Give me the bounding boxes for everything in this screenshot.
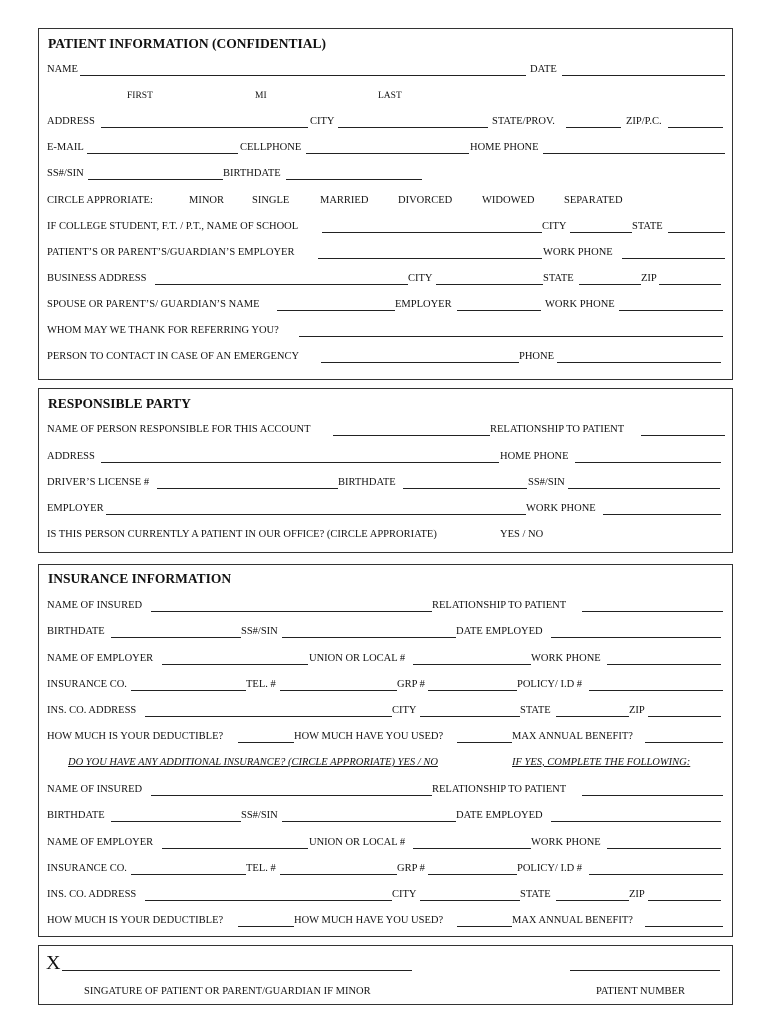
field-label: INS. CO. ADDRESS xyxy=(47,889,137,900)
field-label: SS#/SIN xyxy=(241,810,278,821)
insurance-co-input-2[interactable] xyxy=(131,874,246,875)
signature-label: SINGATURE OF PATIENT OR PARENT/GUARDIAN IF MINOR xyxy=(84,986,371,997)
name-input[interactable] xyxy=(80,75,526,76)
insured-work-phone-input-2[interactable] xyxy=(607,848,721,849)
field-label: MAX ANNUAL BENEFIT? xyxy=(512,731,633,742)
field-label: IS THIS PERSON CURRENTLY A PATIENT IN OUR OFFICE? (CIRCLE APPRORIATE) xyxy=(47,529,437,540)
insured-name-input-2[interactable] xyxy=(151,795,432,796)
max-benefit-input[interactable] xyxy=(645,742,723,743)
policy-input[interactable] xyxy=(589,690,723,691)
field-label: UNION OR LOCAL # xyxy=(309,837,406,848)
field-label: BIRTHDATE xyxy=(47,810,105,821)
insured-birthdate-input[interactable] xyxy=(111,637,241,638)
field-label: HOW MUCH HAVE YOU USED? xyxy=(294,915,444,926)
field-label: STATE/PROV. xyxy=(492,116,555,127)
additional-insurance-question: DO YOU HAVE ANY ADDITIONAL INSURANCE? (CIRCLE APPRORIATE) YES / NO xyxy=(68,757,438,768)
option-married[interactable]: MARRIED xyxy=(320,195,369,206)
field-label: INSURANCE CO. xyxy=(47,863,127,874)
field-label: ZIP/P.C. xyxy=(626,116,662,127)
field-label: WORK PHONE xyxy=(531,837,601,848)
field-label: ZIP xyxy=(629,889,645,900)
section-title: PATIENT INFORMATION (CONFIDENTIAL) xyxy=(48,36,327,51)
option-separated[interactable]: SEPARATED xyxy=(564,195,623,206)
deductible-input-2[interactable] xyxy=(238,926,294,927)
union-input-2[interactable] xyxy=(413,848,531,849)
referral-input[interactable] xyxy=(299,336,723,337)
home-phone-input[interactable] xyxy=(543,153,725,154)
patient-number-input[interactable] xyxy=(570,970,720,971)
insurance-co-input[interactable] xyxy=(131,690,246,691)
field-label: ADDRESS xyxy=(47,451,95,462)
responsible-employer-input[interactable] xyxy=(106,514,526,515)
field-label: DATE EMPLOYED xyxy=(456,810,543,821)
field-label: DRIVER’S LICENSE # xyxy=(47,477,150,488)
ins-city-input-2[interactable] xyxy=(420,900,520,901)
address-input[interactable] xyxy=(101,127,308,128)
birthdate-input[interactable] xyxy=(286,179,422,180)
business-address-input[interactable] xyxy=(155,284,408,285)
work-phone-input[interactable] xyxy=(622,258,725,259)
insurance-tel-input-2[interactable] xyxy=(280,874,397,875)
used-input[interactable] xyxy=(457,742,512,743)
field-label: CITY xyxy=(392,889,417,900)
responsible-address-input[interactable] xyxy=(101,462,499,463)
policy-input-2[interactable] xyxy=(589,874,723,875)
ins-state-input[interactable] xyxy=(556,716,629,717)
emergency-contact-input[interactable] xyxy=(321,362,519,363)
field-label: INS. CO. ADDRESS xyxy=(47,705,137,716)
cellphone-input[interactable] xyxy=(306,153,469,154)
field-label: RELATIONSHIP TO PATIENT xyxy=(432,784,567,795)
field-label: NAME OF EMPLOYER xyxy=(47,837,154,848)
school-input[interactable] xyxy=(322,232,542,233)
ins-city-input[interactable] xyxy=(420,716,520,717)
option-divorced[interactable]: DIVORCED xyxy=(398,195,453,206)
school-city-input[interactable] xyxy=(570,232,632,233)
insured-relationship-input-2[interactable] xyxy=(582,795,723,796)
field-label: WORK PHONE xyxy=(545,299,615,310)
field-hint: MI xyxy=(255,91,267,101)
field-label: SPOUSE OR PARENT’S/ GUARDIAN’S NAME xyxy=(47,299,260,310)
patient-number-label: PATIENT NUMBER xyxy=(596,986,685,997)
field-label: CELLPHONE xyxy=(240,142,302,153)
responsible-home-phone-input[interactable] xyxy=(575,462,721,463)
ss-input[interactable] xyxy=(88,179,223,180)
insurance-section xyxy=(38,564,733,937)
field-label: HOW MUCH IS YOUR DEDUCTIBLE? xyxy=(47,731,224,742)
responsible-relationship-input[interactable] xyxy=(641,435,725,436)
grp-input-2[interactable] xyxy=(428,874,517,875)
field-label: CIRCLE APPRORIATE: xyxy=(47,195,153,206)
field-label: STATE xyxy=(632,221,663,232)
union-input[interactable] xyxy=(413,664,531,665)
field-label: SS#/SIN xyxy=(528,477,565,488)
field-label: CITY xyxy=(542,221,567,232)
field-label: BUSINESS ADDRESS xyxy=(47,273,147,284)
responsible-birthdate-input[interactable] xyxy=(403,488,527,489)
insured-employer-input-2[interactable] xyxy=(162,848,308,849)
field-label: NAME OF INSURED xyxy=(47,784,143,795)
email-input[interactable] xyxy=(87,153,238,154)
field-label: BIRTHDATE xyxy=(223,168,281,179)
responsible-name-input[interactable] xyxy=(333,435,490,436)
field-label: HOW MUCH HAVE YOU USED? xyxy=(294,731,444,742)
insured-date-employed-input[interactable] xyxy=(551,637,721,638)
license-input[interactable] xyxy=(157,488,338,489)
field-label: NAME OF PERSON RESPONSIBLE FOR THIS ACCOUNT xyxy=(47,424,311,435)
business-state-input[interactable] xyxy=(579,284,641,285)
field-label: WHOM MAY WE THANK FOR REFERRING YOU? xyxy=(47,325,279,336)
field-label: ZIP xyxy=(629,705,645,716)
field-label: CITY xyxy=(392,705,417,716)
employer-input[interactable] xyxy=(318,258,542,259)
field-label: WORK PHONE xyxy=(526,503,596,514)
field-label: WORK PHONE xyxy=(531,653,601,664)
field-label: NAME OF INSURED xyxy=(47,600,143,611)
field-label: WORK PHONE xyxy=(543,247,613,258)
field-label: EMPLOYER xyxy=(47,503,104,514)
field-label: POLICY/ I.D # xyxy=(517,679,583,690)
field-label: ADDRESS xyxy=(47,116,95,127)
zip-input[interactable] xyxy=(668,127,723,128)
field-label: CITY xyxy=(408,273,433,284)
option-single[interactable]: SINGLE xyxy=(252,195,290,206)
option-minor[interactable]: MINOR xyxy=(189,195,225,206)
spouse-name-input[interactable] xyxy=(277,310,395,311)
field-label: IF COLLEGE STUDENT, F.T. / P.T., NAME OF SCHOOL xyxy=(47,221,299,232)
field-hint: LAST xyxy=(378,91,402,101)
date-input[interactable] xyxy=(562,75,725,76)
ins-state-input-2[interactable] xyxy=(556,900,629,901)
field-label: DATE xyxy=(530,64,557,75)
yes-no-option[interactable]: YES / NO xyxy=(500,529,544,540)
field-hint: FIRST xyxy=(127,91,153,101)
field-label: BIRTHDATE xyxy=(338,477,396,488)
field-label: NAME xyxy=(47,64,78,75)
field-label: E-MAIL xyxy=(47,142,84,153)
insured-ss-input-2[interactable] xyxy=(282,821,456,822)
insurance-tel-input[interactable] xyxy=(280,690,397,691)
insured-name-input[interactable] xyxy=(151,611,432,612)
field-label: STATE xyxy=(543,273,574,284)
option-widowed[interactable]: WIDOWED xyxy=(482,195,535,206)
field-label: GRP # xyxy=(397,863,425,874)
city-input[interactable] xyxy=(338,127,488,128)
field-label: TEL. # xyxy=(246,863,276,874)
field-label: ZIP xyxy=(641,273,657,284)
field-label: SS#/SIN xyxy=(47,168,84,179)
ins-address-input[interactable] xyxy=(145,716,392,717)
ins-zip-input-2[interactable] xyxy=(648,900,721,901)
insured-employer-input[interactable] xyxy=(162,664,308,665)
field-label: CITY xyxy=(310,116,335,127)
field-label: PHONE xyxy=(519,351,555,362)
field-label: EMPLOYER xyxy=(395,299,452,310)
if-yes-note: IF YES, COMPLETE THE FOLLOWING: xyxy=(512,757,691,768)
field-label: GRP # xyxy=(397,679,425,690)
field-label: PATIENT’S OR PARENT’S/GUARDIAN’S EMPLOYER xyxy=(47,247,295,258)
field-label: HOW MUCH IS YOUR DEDUCTIBLE? xyxy=(47,915,224,926)
insured-birthdate-input-2[interactable] xyxy=(111,821,241,822)
used-input-2[interactable] xyxy=(457,926,512,927)
field-label: RELATIONSHIP TO PATIENT xyxy=(432,600,567,611)
responsible-work-phone-input[interactable] xyxy=(603,514,721,515)
field-label: HOME PHONE xyxy=(500,451,569,462)
field-label: BIRTHDATE xyxy=(47,626,105,637)
ins-address-input-2[interactable] xyxy=(145,900,392,901)
insured-work-phone-input[interactable] xyxy=(607,664,721,665)
field-label: DATE EMPLOYED xyxy=(456,626,543,637)
max-benefit-input-2[interactable] xyxy=(645,926,723,927)
emergency-phone-input[interactable] xyxy=(557,362,721,363)
field-label: STATE xyxy=(520,705,551,716)
section-title: RESPONSIBLE PARTY xyxy=(48,396,191,411)
field-label: UNION OR LOCAL # xyxy=(309,653,406,664)
field-label: NAME OF EMPLOYER xyxy=(47,653,154,664)
school-state-input[interactable] xyxy=(668,232,725,233)
field-label: SS#/SIN xyxy=(241,626,278,637)
field-label: PERSON TO CONTACT IN CASE OF AN EMERGENCY xyxy=(47,351,300,362)
business-zip-input[interactable] xyxy=(659,284,721,285)
signature-x-mark: X xyxy=(46,952,61,974)
responsible-ss-input[interactable] xyxy=(568,488,720,489)
signature-input[interactable] xyxy=(62,970,412,971)
section-title: INSURANCE INFORMATION xyxy=(48,571,232,586)
deductible-input[interactable] xyxy=(238,742,294,743)
field-label: MAX ANNUAL BENEFIT? xyxy=(512,915,633,926)
ins-zip-input[interactable] xyxy=(648,716,721,717)
field-label: INSURANCE CO. xyxy=(47,679,127,690)
spouse-work-phone-input[interactable] xyxy=(619,310,723,311)
field-label: HOME PHONE xyxy=(470,142,539,153)
field-label: STATE xyxy=(520,889,551,900)
spouse-employer-input[interactable] xyxy=(457,310,541,311)
state-input[interactable] xyxy=(566,127,621,128)
field-label: TEL. # xyxy=(246,679,276,690)
insured-date-employed-input-2[interactable] xyxy=(551,821,721,822)
field-label: POLICY/ I.D # xyxy=(517,863,583,874)
field-label: RELATIONSHIP TO PATIENT xyxy=(490,424,625,435)
insured-relationship-input[interactable] xyxy=(582,611,723,612)
grp-input[interactable] xyxy=(428,690,517,691)
insured-ss-input[interactable] xyxy=(282,637,456,638)
business-city-input[interactable] xyxy=(436,284,543,285)
